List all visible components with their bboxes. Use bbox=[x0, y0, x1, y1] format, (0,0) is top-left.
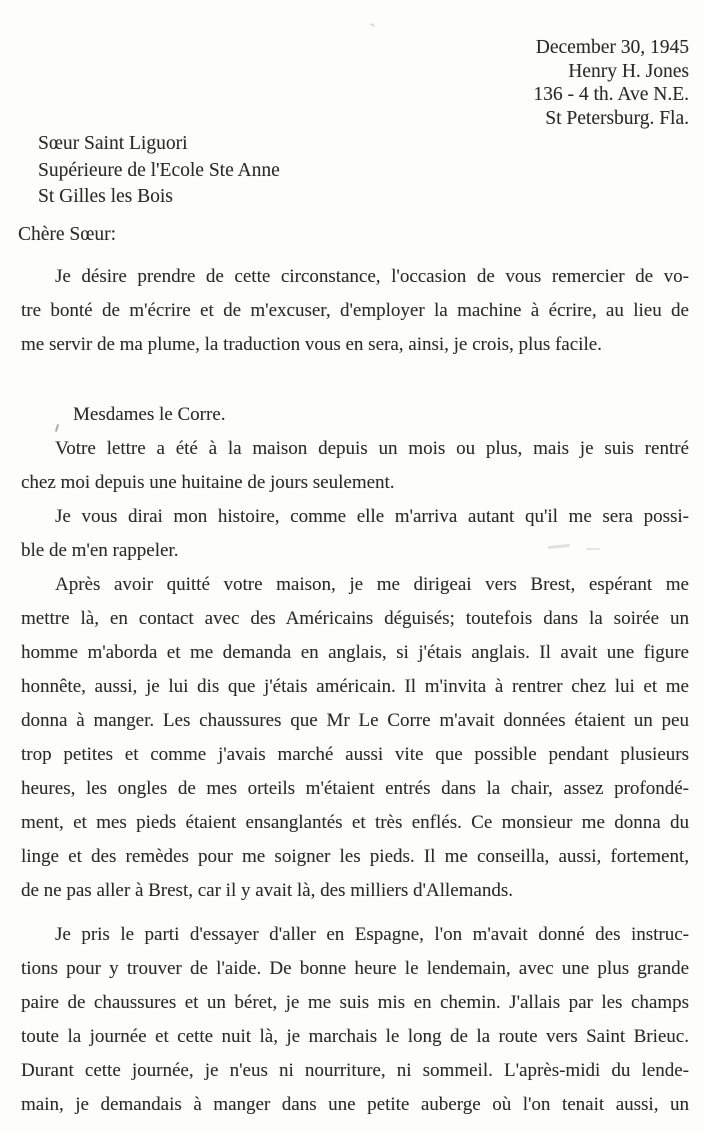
letter-line: honnête, aussi, je lui dis que j'étais américain. Il m'invita à rentrer chez lui et me bbox=[21, 676, 689, 697]
letter-line: tre bonté de m'écrire et de m'excuser, d'employer la machine à écrire, au lieu de bbox=[21, 300, 689, 321]
letter-line: toute la journée et cette nuit là, je marchais le long de la route vers Saint Brieuc. bbox=[21, 1026, 689, 1047]
letter-line: paire de chaussures et un béret, je me suis mis en chemin. J'allais par les champs bbox=[21, 992, 689, 1013]
letter-line: trop petites et comme j'avais marché aussi vite que possible pendant plusieurs bbox=[21, 744, 689, 765]
sender-name: Henry H. Jones bbox=[568, 60, 689, 82]
sender-address-line2: St Petersburg. Fla. bbox=[545, 107, 689, 129]
paragraph bbox=[21, 918, 689, 1122]
letter-line: Je pris le parti d'essayer d'aller en Espagne, l'on m'avait donné des instruc- bbox=[55, 924, 689, 945]
letter-line: linge et des remèdes pour me soigner les pieds. Il me conseilla, aussi, fortement, bbox=[21, 846, 689, 867]
letter-line: mettre là, en contact avec des Américains déguisés; toutefois dans la soirée un bbox=[21, 608, 689, 629]
letter-line: Votre lettre a été à la maison depuis un mois ou plus, mais je suis rentré bbox=[55, 438, 689, 459]
letter-line: Durant cette journée, je n'eus ni nourriture, ni sommeil. L'après-midi du lende- bbox=[21, 1060, 689, 1081]
letter-line: me servir de ma plume, la traduction vous en sera, ainsi, je crois, plus facile. bbox=[21, 334, 602, 355]
paragraph bbox=[21, 568, 689, 908]
letter-line: de ne pas aller à Brest, car il y avait là, des milliers d'Allemands. bbox=[21, 880, 513, 901]
letter-date: December 30, 1945 bbox=[535, 37, 689, 58]
paragraph bbox=[21, 500, 689, 568]
letter-line: Je vous dirai mon histoire, comme elle m'arriva autant qu'il me sera possi- bbox=[55, 506, 689, 527]
scan-artifact bbox=[370, 23, 375, 27]
salutation: Chère Sœur: bbox=[18, 224, 117, 245]
letter-line: chez moi depuis une huitaine de jours seulement. bbox=[21, 472, 395, 493]
letter-line: main, je demandais à manger dans une petite auberge où l'on tenait aussi, un bbox=[21, 1094, 689, 1115]
letter-body bbox=[21, 260, 689, 1122]
letter-line: Mesdames le Corre. bbox=[73, 404, 226, 425]
paragraph bbox=[21, 432, 689, 500]
recipient-location: St Gilles les Bois bbox=[38, 186, 173, 207]
letter-line: ment, et mes pieds étaient ensanglantés et très enflés. Ce monsieur me donna du bbox=[21, 812, 689, 833]
sender-address-line1: 136 - 4 th. Ave N.E. bbox=[533, 84, 689, 105]
letter-line: homme m'aborda et me demanda en anglais, si j'étais anglais. Il avait une figure bbox=[21, 642, 689, 663]
letter-line: Après avoir quitté votre maison, je me dirigeai vers Brest, espérant me bbox=[55, 574, 689, 595]
letter-line: ble de m'en rappeler. bbox=[21, 540, 179, 561]
recipient-name: Sœur Saint Liguori bbox=[38, 133, 188, 154]
sender-block bbox=[533, 36, 689, 130]
recipient-block bbox=[38, 131, 280, 211]
letter-line: tions pour y trouver de l'aide. De bonne heure le lendemain, avec une plus grande bbox=[21, 958, 689, 979]
letter-line: donna à manger. Les chaussures que Mr Le Corre m'avait données étaient un peu bbox=[21, 710, 689, 731]
recipient-title: Supérieure de l'Ecole Ste Anne bbox=[38, 159, 280, 181]
paragraph bbox=[21, 398, 689, 432]
letter-line: heures, les ongles de mes orteils m'étaient entrés dans la chair, assez profondé- bbox=[21, 778, 689, 799]
paragraph bbox=[21, 260, 689, 362]
letter-line: Je désire prendre de cette circonstance, l'occasion de vous remercier de vo- bbox=[55, 266, 689, 287]
